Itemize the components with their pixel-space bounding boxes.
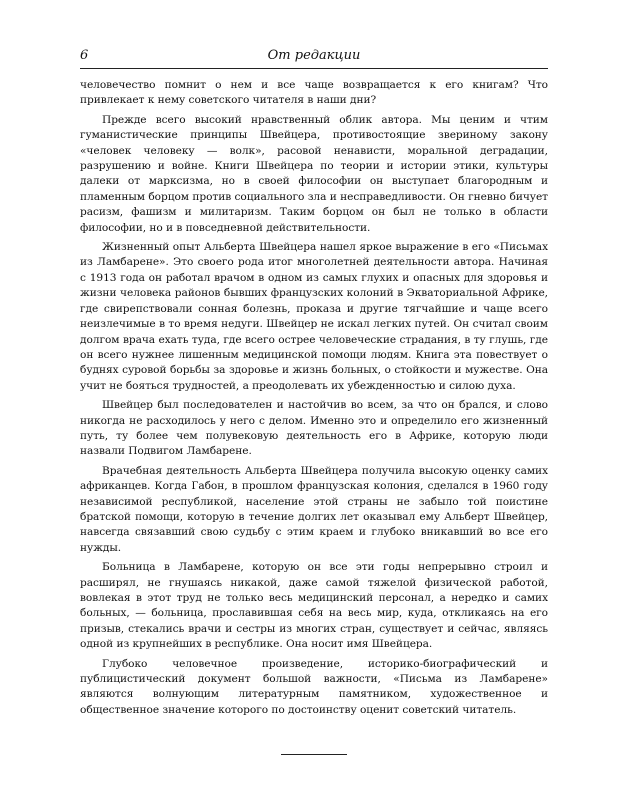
end-divider [281, 754, 347, 755]
paragraph-consistency: Швейцер был последователен и настойчив во всем, за что он брался, и слово никогда не расходилось у него с делом. Именно это и определило его жизненный путь, ту более чем полувековую деятельность его в Африке, которую люди назвали Подвигом Ламбарене. [80, 399, 548, 458]
page-number: 6 [80, 48, 89, 63]
paragraph-hospital: Больница в Ламбарене, которую он все эти годы непрерывно строил и расширял, не гнушаясь никакой, даже самой тяжелой физической работой, вовлекая в этот труд не только весь медицинский персонал, а нередко и самих больных, — больница, прославившая себя на весь мир, куда, откликаясь на его призыв, стекались врачи и сестры из многих стран, существует и сейчас, являясь одной из крупнейших в республике. Она носит имя Швейцера. [80, 561, 548, 651]
document-page [80, 46, 548, 755]
paragraph-conclusion: Глубоко человечное произведение, историко-биографический и публицистический документ большой важности, «Письма из Ламбарене» являются волнующим литературным памятником, художественное и общественное значение которого по достоинству оценит советский читатель. [80, 657, 548, 716]
paragraph-life-experience: Жизненный опыт Альберта Швейцера нашел яркое выражение в его «Письмах из Ламбарене». Это своего рода итог многолетней деятельности автора. Начиная с 1913 года он работал врачом в одном из самых глухих и опасных для здоровья и жизни человека районов бывших французских колоний в Экваториальной Африке, где свирепствовали сонная болезнь, проказа и другие тягчайшие и чаще всего неизлечимые в то время недуги. Швейцер не искал легких путей. Он считал своим долгом врача ехать туда, где всего острее человеческие страдания, в ту глушь, где он всего нужнее лишенным медицинской помощи людям. Книга эта повествует о буднях суровой борьбы за здоровье и жизнь больных, о стойкости и мужестве. Она учит не бояться трудностей, а преодолевать их убежденностью и силою духа. [80, 241, 548, 392]
page-header [80, 46, 548, 69]
paragraph-medical-work: Врачебная деятельность Альберта Швейцера получила высокую оценку самих африканцев. Когда Габон, в прошлом французская колония, сделался в 1960 году независимой республикой, население этой страны не забыло той поистине братской помощи, которую в течение долгих лет оказывал ему Альберт Швейцер, навсегда связавший свою судьбу с этим краем и глубоко вникавший во все его нужды. [80, 464, 548, 554]
paragraph-moral-image: Прежде всего высокий нравственный облик автора. Мы ценим и чтим гуманистические принципы Швейцера, противостоящие звериному закону «человек человеку — волк», расовой ненависти, моральной деградации, разрушению и войне. Книги Швейцера по теории и истории этики, культуры далеки от марксизма, но в своей философии он выступает благородным и пламенным борцом против социального зла и несправедливости. Он гневно бичует расизм, фашизм и милитаризм. Таким борцом он был не только в области философии, но и в повседневной действительности. [80, 113, 548, 234]
body-text [80, 78, 548, 718]
paragraph-continued: человечество помнит о нем и все чаще возвращается к его книгам? Что привлекает к нему советского читателя в наши дни? [80, 79, 548, 107]
running-title: От редакции [267, 48, 361, 63]
